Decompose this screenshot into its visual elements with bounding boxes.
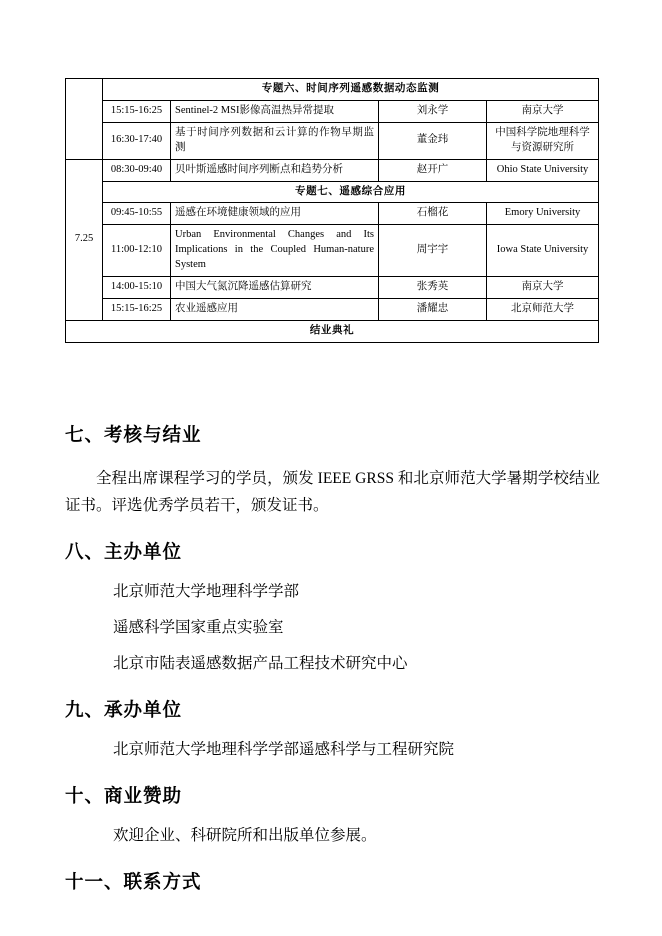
schedule-table-container [65,78,598,343]
list-item: 北京师范大学地理科学学部遥感科学与工程研究院 [113,741,455,759]
cell-date: 7.25 [66,159,103,320]
theme7-header-cell: 专题七、遥感综合应用 [103,181,599,203]
cell-org: 中国科学院地理科学与资源研究所 [487,122,599,159]
spacer [65,850,600,872]
table-row [66,203,599,225]
cell-speaker: 张秀英 [379,277,487,299]
section-sponsorship [65,786,600,850]
table-row [66,277,599,299]
spacer [65,678,600,700]
cell-time: 09:45-10:55 [103,203,171,225]
schedule-table [65,78,599,343]
cell-topic: 基于时间序列数据和云计算的作物早期监测 [171,122,379,159]
section-paragraph: 全程出席课程学习的学员，颁发 IEEE GRSS 和北京师范大学暑期学校结业证书。评选优秀学员若干，颁发证书。 [65,470,600,515]
section-heading: 八、主办单位 [65,543,183,564]
cell-speaker: 刘永学 [379,100,487,122]
theme6-header-cell: 专题六、时间序列遥感数据动态监测 [103,79,599,101]
cell-speaker: 石榴花 [379,203,487,225]
cell-topic: 遥感在环境健康领域的应用 [171,203,379,225]
section-contact [65,872,600,895]
table-row [66,225,599,277]
section-heading: 十、商业赞助 [65,787,183,808]
cell-speaker: 赵开广 [379,159,487,181]
table-row-closing [66,320,599,342]
spacer [65,809,600,823]
section-heading: 七、考核与结业 [65,426,202,446]
list-item: 北京师范大学地理科学学部 [113,583,300,601]
section-heading: 九、承办单位 [65,701,183,722]
cell-time: 15:15-16:25 [103,100,171,122]
cell-topic: 贝叶斯遥感时间序列断点和趋势分析 [171,159,379,181]
cell-org: 北京师范大学 [487,298,599,320]
cell-topic: 中国大气氮沉降遥感估算研究 [171,277,379,299]
table-row [66,100,599,122]
cell-org: Emory University [487,203,599,225]
section-heading: 十一、联系方式 [65,873,202,894]
cell-org: 南京大学 [487,100,599,122]
spacer [65,448,600,466]
table-row [66,159,599,181]
cell-time: 08:30-09:40 [103,159,171,181]
cell-speaker: 董金玮 [379,122,487,159]
cell-time: 14:00-15:10 [103,277,171,299]
cell-speaker: 周宇宇 [379,225,487,277]
cell-time: 11:00-12:10 [103,225,171,277]
table-row-theme-header [66,79,599,101]
spacer [65,520,600,542]
closing-ceremony-cell: 结业典礼 [66,320,599,342]
spacer [65,723,600,737]
list-item: 北京市陆表遥感数据产品工程技术研究中心 [113,655,408,673]
list-item: 遥感科学国家重点实验室 [113,619,284,637]
table-row [66,298,599,320]
cell-org: Ohio State University [487,159,599,181]
cell-topic: 农业遥感应用 [171,298,379,320]
section-host [65,700,600,764]
cell-topic: Urban Environmental Changes and Its Implications in the Coupled Human-nature System [171,225,379,277]
spacer [65,764,600,786]
spacer [65,565,600,579]
cell-org: 南京大学 [487,277,599,299]
cell-topic: Sentinel-2 MSI影像高温热异常提取 [171,100,379,122]
cell-time: 15:15-16:25 [103,298,171,320]
document-body [65,425,600,895]
cell-org: Iowa State University [487,225,599,277]
list-item: 欢迎企业、科研院所和出版单位参展。 [113,827,377,845]
section-organizers [65,542,600,678]
spacer [65,642,600,651]
table-row [66,122,599,159]
date-cell-empty-upper [66,79,103,160]
cell-time: 16:30-17:40 [103,122,171,159]
spacer [65,606,600,615]
table-row-theme-header [66,181,599,203]
section-assessment [65,425,600,520]
cell-speaker: 潘耀忠 [379,298,487,320]
